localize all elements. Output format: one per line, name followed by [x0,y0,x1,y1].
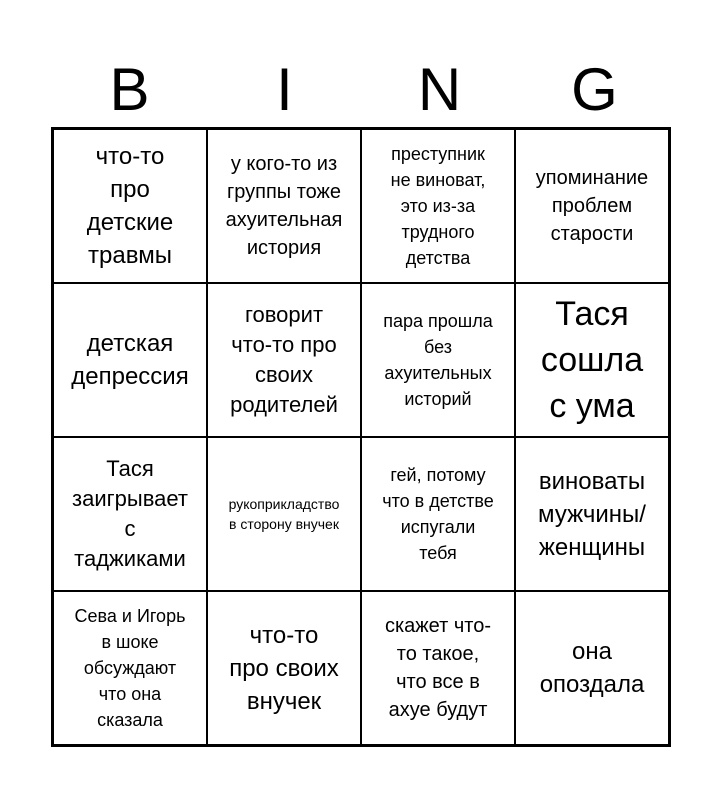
bingo-cell-r2c4[interactable] [515,283,669,437]
cell-text: пара прошла без ахуительных историй [383,311,493,409]
header-letter-n: N [417,56,462,123]
cell-text: Тася заигрывает с таджиками [72,456,188,571]
header-letter-i: I [276,56,293,123]
cell-text: виноваты мужчины/ женщины [538,467,646,561]
bingo-cell-r3c3[interactable] [361,437,515,591]
header-letter-b: B [109,56,150,123]
cell-text: упоминание проблем старости [535,167,649,245]
cell-text: гей, потому что в детстве испугали тебя [382,465,494,563]
cell-text: детская депрессия [71,330,189,390]
bingo-cell-r4c2[interactable] [207,591,361,745]
cell-text: у кого-то из группы тоже ахуительная история [225,153,343,259]
cell-text: Тася сошла с ума [540,295,644,425]
cell-text: скажет что- то такое, что все в ахуе будут [384,615,491,721]
bingo-cell-r4c1[interactable] [53,591,207,745]
cell-text: рукоприкладство в сторону внучек [228,496,340,532]
bingo-board [51,127,671,747]
cell-text: она опоздала [539,638,645,698]
bingo-cell-r3c4[interactable] [515,437,669,591]
bingo-cell-r1c2[interactable] [207,129,361,283]
cell-text: Сева и Игорь в шоке обсуждают что она сказала [74,606,186,730]
bingo-cell-r3c1[interactable] [53,437,207,591]
cell-text: что-то про своих внучек [229,621,339,715]
cell-text: что-то про детские травмы [86,143,174,269]
cell-text: говорит что-то про своих родителей [230,302,338,417]
bingo-cell-r3c2[interactable] [207,437,361,591]
bingo-cell-r2c3[interactable] [361,283,515,437]
bingo-cell-r1c3[interactable] [361,129,515,283]
bingo-cell-r1c4[interactable] [515,129,669,283]
cell-text: преступник не виноват, это из-за трудного детства [390,144,486,268]
bingo-header [52,52,672,128]
bingo-cell-r4c4[interactable] [515,591,669,745]
bingo-cell-r2c2[interactable] [207,283,361,437]
bingo-cell-r4c3[interactable] [361,591,515,745]
header-letter-g: G [571,56,618,123]
bingo-cell-r2c1[interactable] [53,283,207,437]
bingo-cell-r1c1[interactable] [53,129,207,283]
